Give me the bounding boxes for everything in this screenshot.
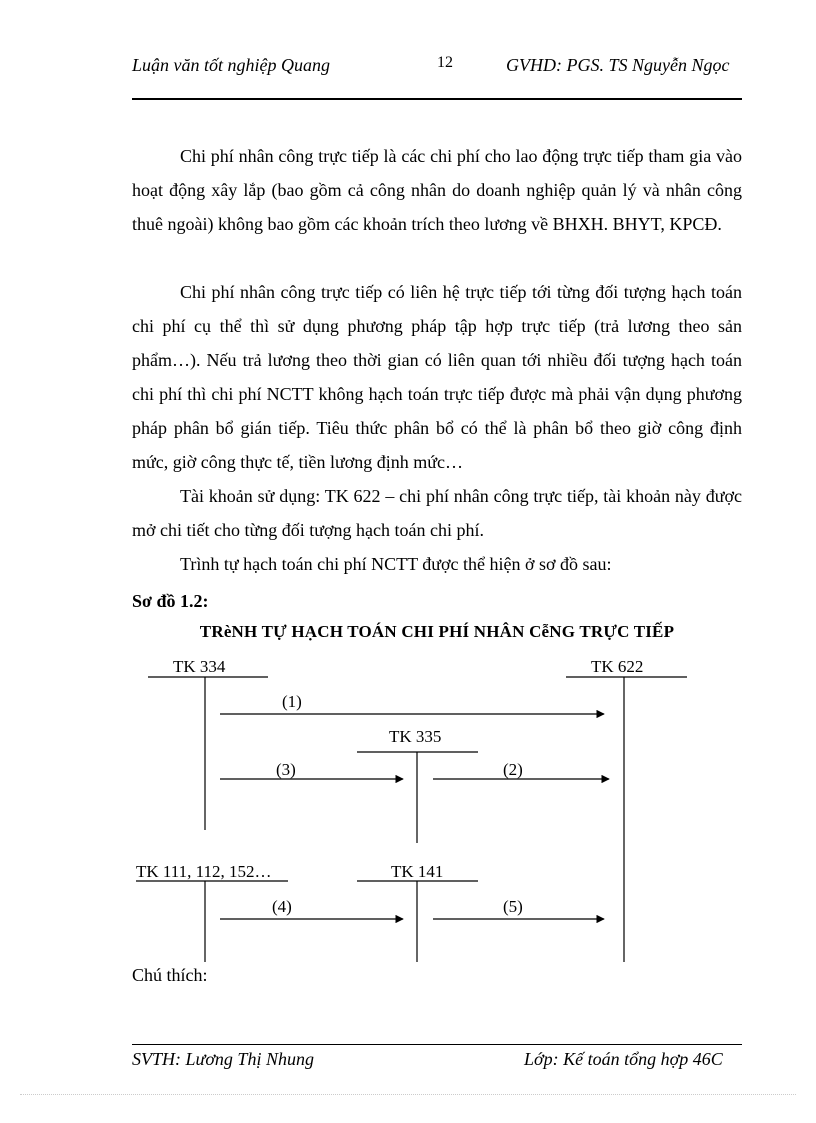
diagram-title: TRèNH TỰ HẠCH TOÁN CHI PHÍ NHÂN CễNG TRỰC TIẾP [199,622,675,641]
note-label: Chú thích: [132,965,208,985]
header-title: Luận văn tốt nghiệp Quang [132,55,330,75]
tk141-label: TK 141 [391,862,444,881]
paragraph-3: Tài khoản sử dụng: TK 622 – chi phí nhân công trực tiếp, tài khoản này được mở chi tiết cho từng đối tượng hạch toán chi phí. [132,486,742,540]
tk111-label: TK 111, 112, 152… [136,862,272,881]
paragraph-2: Chi phí nhân công trực tiếp có liên hệ trực tiếp tới từng đối tượng hạch toán chi phí cụ thể thì sử dụng phương pháp tập hợp trực tiếp (trả lương theo sản phẩm…). Nếu trả lương theo thời gian có liên quan tới nhiều đối tượng hạch toán chi phí thì chi phí NCTT không hạch toán trực tiếp được mà phải vận dụng phương pháp phân bổ gián tiếp. Tiêu thức phân bổ có thể là phân bổ theo giờ công định mức, giờ công thực tế, tiền lương định mức… [132,282,742,472]
flow-label-5: (5) [503,897,523,916]
tk622-label: TK 622 [591,657,644,676]
header-supervisor: GVHD: PGS. TS Nguyễn Ngọc [506,55,730,75]
footer-rule [132,1044,742,1045]
diagram-label: Sơ đồ 1.2: [132,591,209,611]
flow-label-2: (2) [503,760,523,779]
tk335-label: TK 335 [389,727,442,746]
footer-student: SVTH: Lương Thị Nhung [132,1049,314,1069]
page-bottom-dotted-line [20,1094,796,1095]
flow-label-4: (4) [272,897,292,916]
page-number: 12 [437,54,453,71]
flow-label-3: (3) [276,760,296,779]
flow-label-1: (1) [282,692,302,711]
paragraph-4: Trình tự hạch toán chi phí NCTT được thể hiện ở sơ đồ sau: [180,554,612,574]
paragraph-1: Chi phí nhân công trực tiếp là các chi phí cho lao động trực tiếp tham gia vào hoạt động xây lắp (bao gồm cả công nhân do doanh nghiệp quản lý và nhân công thuê ngoài) không bao gồm các khoản trích theo lương về BHXH. BHYT, KPCĐ. [132,146,742,234]
footer-class: Lớp: Kế toán tổng hợp 46C [524,1049,723,1069]
tk334-label: TK 334 [173,657,226,676]
